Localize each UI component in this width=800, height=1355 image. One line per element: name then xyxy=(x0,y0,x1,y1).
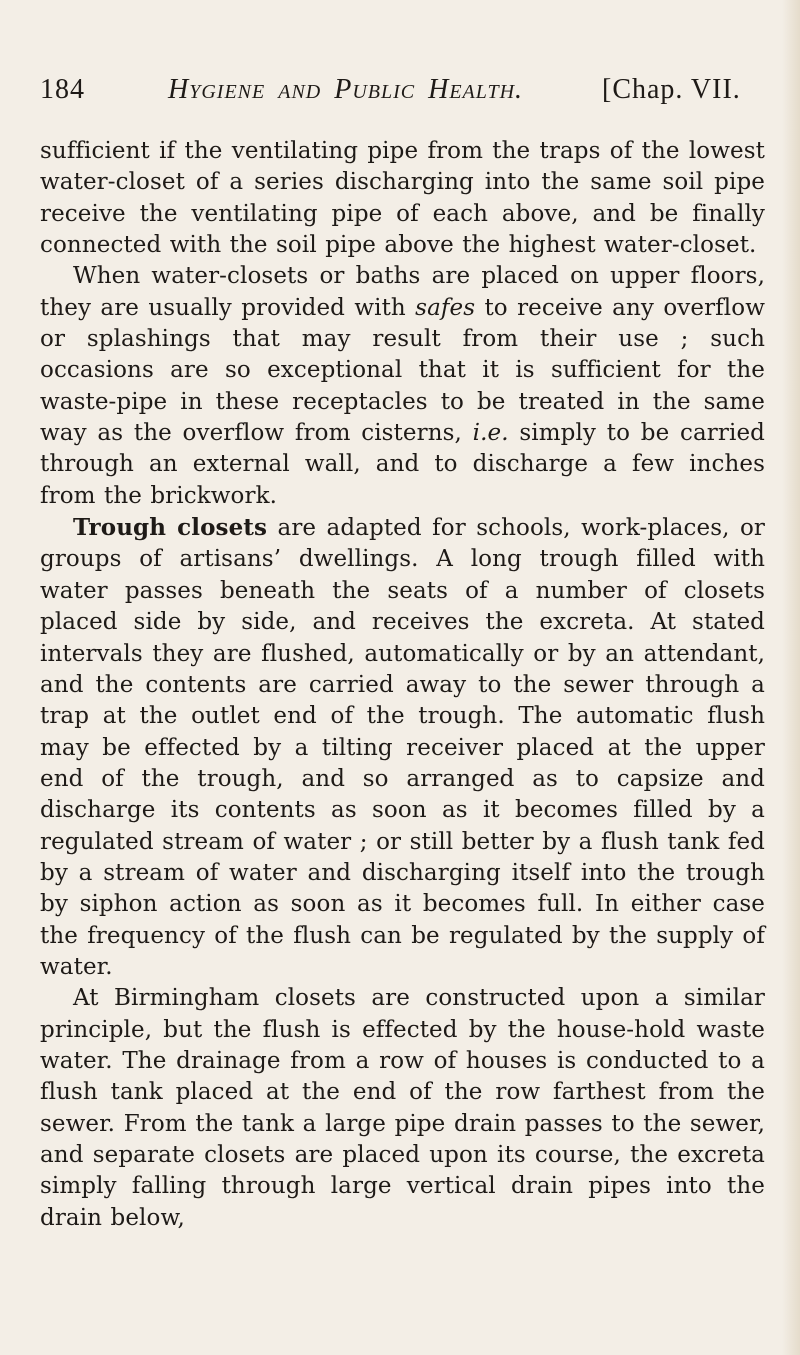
paragraph-birmingham xyxy=(40,983,765,1234)
paragraph-text: At Birmingham closets are constructed upon a similar principle, but the flush is effected by the house-hold waste water. The drainage from a row of houses is conducted to a flush tank placed at the end of the row farthest from the sewer. From the tank a large pipe drain passes to the sewer, and separate closets are placed upon its course, the excreta simply falling through large vertical drain pipes into the drain below, xyxy=(40,985,765,1231)
paragraph-ventilating-pipe xyxy=(40,136,765,261)
chapter-label: [Chap. VII. xyxy=(602,74,741,105)
bold-term-trough-closets: Trough closets xyxy=(73,514,268,542)
paragraph-text: When water-closets or baths are placed on upper floors, they are usually provided with xyxy=(40,263,765,321)
italic-term-safes: safes xyxy=(415,294,476,321)
paragraph-text: simply to be carried through an external wall, and to discharge a few inches from the brickwork. xyxy=(40,420,765,509)
page-number: 184 xyxy=(40,74,85,105)
body-text xyxy=(40,136,765,1234)
page-header xyxy=(40,68,770,108)
paragraph-text: are adapted for schools, work-places, or groups of artisans’ dwellings. A long trough filled with water passes beneath the seats of a number of closets placed side by side, and receives the excreta. At stated intervals they are flushed, automatically or by an attendant, and the contents are carried away to the sewer through a trap at the outlet end of the trough. The automatic flush may be effected by a tilting receiver placed at the upper end of the trough, and so arranged as to capsize and discharge its contents as soon as it becomes filled by a regulated stream of water ; or still better by a flush tank fed by a stream of water and discharging itself into the trough by siphon action as soon as it becomes full. In either case the frequency of the flush can be regulated by the supply of water. xyxy=(40,515,765,980)
paragraph-trough-closets xyxy=(40,512,765,983)
italic-abbreviation: i.e. xyxy=(472,420,509,447)
paragraph-text: to receive any overflow or splashings that may result from their use ; such occasions are so exceptional that it is sufficient for the waste-pipe in these receptacles to be treated in the same way as the overflow from cisterns, xyxy=(40,294,765,447)
page-edge-shadow xyxy=(782,0,800,1355)
running-title: Hygiene and Public Health. xyxy=(168,74,524,105)
paragraph-safes xyxy=(40,261,765,512)
paragraph-text: sufficient if the ventilating pipe from the traps of the lowest water-closet of a series discharging into the same soil pipe receive the ventilating pipe of each above, and be finally connected with the soil pipe above the highest water-closet. xyxy=(40,138,765,259)
